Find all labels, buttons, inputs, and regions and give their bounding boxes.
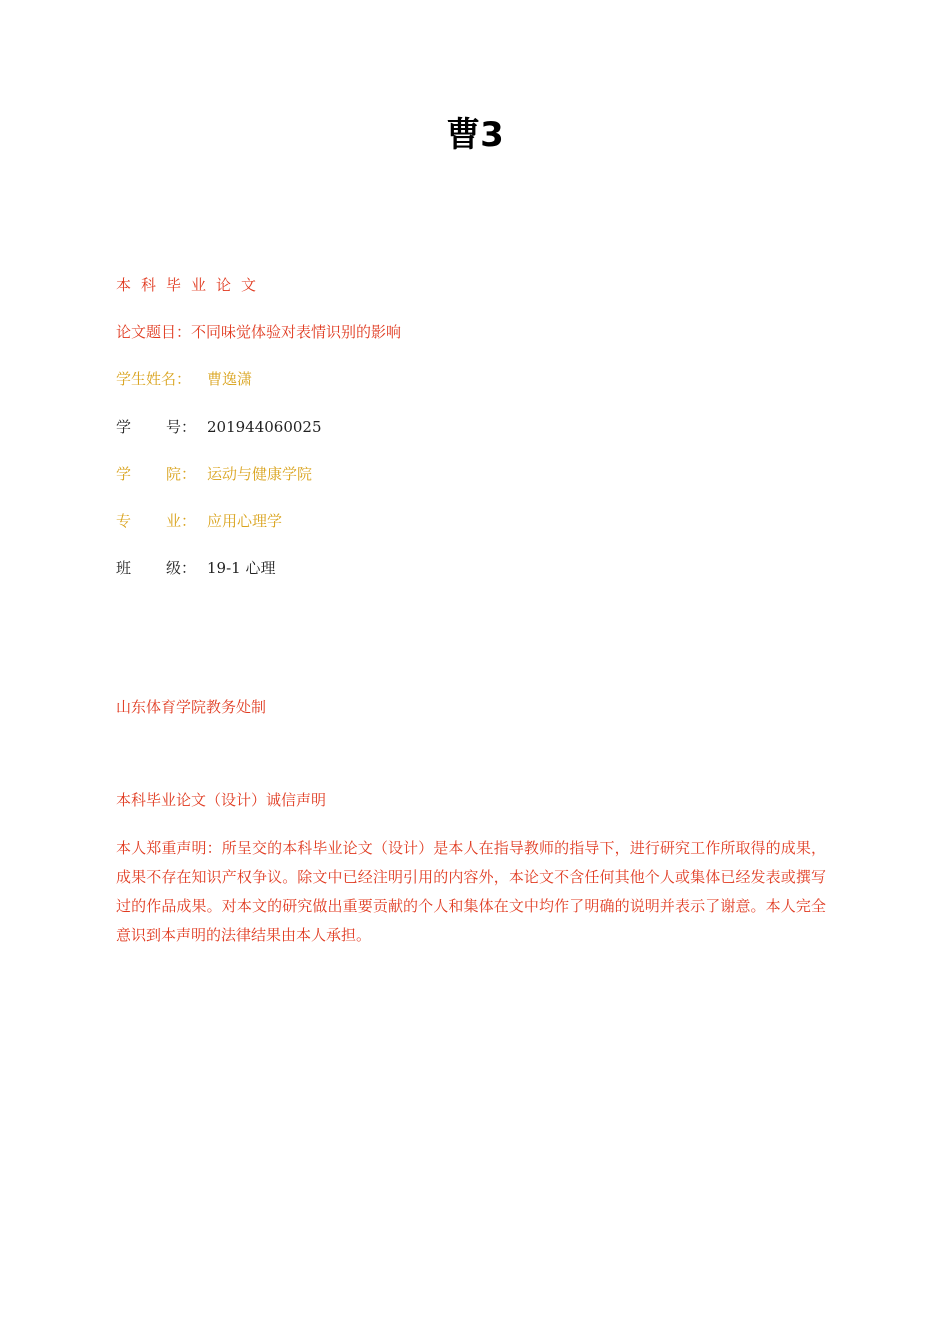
thesis-type: 本科毕业论文 [116,276,267,294]
student-name-value: 曹逸潇 [207,370,253,388]
thesis-title-row [116,321,401,343]
page-heading: 曹3 [446,115,504,155]
major-value: 应用心理学 [207,512,283,530]
college-value: 运动与健康学院 [207,465,313,483]
college-label-2: 院： [166,465,197,483]
class-label-2: 级： [166,559,197,577]
issuer: 山东体育学院教务处制 [116,698,267,716]
student-id-label-1: 学 [116,418,132,436]
student-name-row [116,368,252,390]
major-row [116,510,282,532]
class-value: 19-1 心理 [207,559,276,577]
student-id-row [116,416,322,438]
declaration-title: 本科毕业论文（设计）诚信声明 [116,791,327,809]
major-label-1: 专 [116,512,132,530]
thesis-title-value: 不同味觉体验对表情识别的影响 [191,323,402,341]
class-label-1: 班 [116,559,132,577]
college-label-1: 学 [116,465,132,483]
major-label-2: 业： [166,512,197,530]
student-id-label-2: 号： [166,418,197,436]
student-name-label: 学生姓名： [116,370,192,388]
declaration-body: 本人郑重声明：所呈交的本科毕业论文（设计）是本人在指导教师的指导下，进行研究工作所取得的成果，成果不存在知识产权争议。除文中已经注明引用的内容外，本论文不含任何其他个人或集体已经发表或撰写过的作品成果。对本文的研究做出重要贡献的个人和集体在文中均作了明确的说明并表示了谢意。本人完全意识到本声明的法律结果由本人承担。 [116,839,826,944]
student-id-value: 201944060025 [207,418,322,436]
thesis-title-label: 论文题目： [116,323,192,341]
class-row [116,557,275,579]
college-row [116,463,312,485]
